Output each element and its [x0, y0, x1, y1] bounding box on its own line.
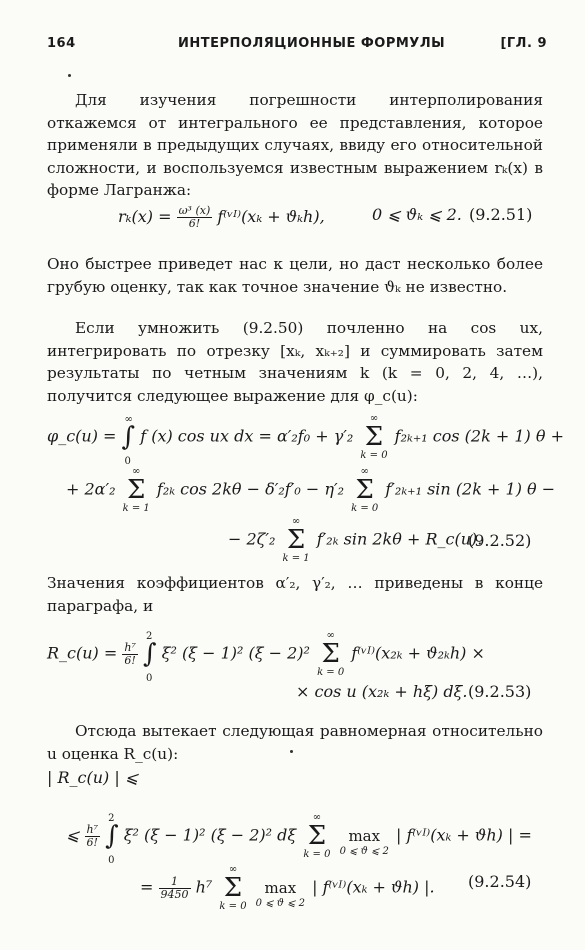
sum-lower: k = 1 [122, 503, 150, 514]
sum-upper: ∞ [326, 630, 335, 641]
eq52-line-2 [66, 466, 555, 514]
sum-upper: ∞ [291, 516, 301, 527]
eq54-fraction-b [159, 876, 191, 901]
eq52-lhs: φ_c(u) = [47, 426, 117, 446]
max-cond: 0 ⩽ ϑ ⩽ 2 [255, 898, 306, 909]
eq53-l1-c: f⁽ᵛᴵ⁾(x₂ₖ + ϑ₂ₖh) × [351, 643, 485, 663]
paragraph-3 [47, 317, 543, 407]
page-number: 164 [47, 36, 76, 51]
sum-upper: ∞ [312, 812, 322, 823]
paragraph-3-text: Если умножить (9.2.50) почленно на cos ux, интегрировать по отрезку [xₖ, xₖ₊₂] и суммировать затем результаты по четным значениям k (k = 0, 2, 4, …), получится следующее выражение для φ_c(u): [47, 319, 543, 405]
int-upper: 2 [145, 631, 153, 642]
eq53-line-2: × cos u (x₂ₖ + hξ) dξ. [296, 682, 468, 701]
eq51-den: 6! [188, 217, 201, 230]
eq54-tag: (9.2.54) [468, 872, 532, 891]
paragraph-5 [47, 720, 543, 765]
sum-sign: ∞ Σ k = 0 [303, 812, 331, 860]
eq52-l1-mid: f (x) cos ux dx = α′₂f₀ + γ′₂ [140, 426, 354, 446]
sum-sign: ∞ Σ k = 0 [219, 864, 247, 912]
eq53-fraction [122, 642, 138, 667]
eq52-l3-a: − 2ζ′₂ [228, 529, 276, 549]
ink-speck [290, 750, 293, 753]
sum-lower: k = 1 [282, 553, 310, 564]
sum-upper: ∞ [369, 413, 379, 424]
running-title: ИНТЕРПОЛЯЦИОННЫЕ ФОРМУЛЫ [178, 36, 446, 51]
sum-lower: k = 0 [360, 450, 388, 461]
sum-sign: ∞ Σ k = 0 [351, 466, 379, 514]
eq54-line-1: | R_c(u) | ⩽ [47, 768, 139, 787]
eq51-num: ω³ (x) [178, 204, 211, 217]
integral-sign: ∫ 2 0 [143, 639, 157, 669]
ink-speck [68, 74, 71, 77]
eq54-l3-c: | f⁽ᵛᴵ⁾(xₖ + ϑh) |. [312, 877, 435, 897]
eq54-den-b: 9450 [160, 887, 189, 901]
eq52-line-1 [47, 413, 565, 467]
eq54-line-3 [140, 864, 435, 912]
eq54-fraction-a [85, 824, 101, 849]
eq54-l2-a: ⩽ [66, 825, 80, 845]
equation-9-2-51 [118, 205, 325, 230]
eq52-l3-b: f′₂ₖ sin 2kθ + R_c(u). [316, 529, 483, 549]
eq53-tag: (9.2.53) [468, 682, 532, 701]
eq52-tag: (9.2.52) [468, 531, 532, 550]
eq53-num: h⁷ [124, 640, 136, 654]
eq52-l2-b: f₂ₖ cos 2kθ − δ′₂f′₀ − η′₂ [156, 479, 344, 499]
int-lower: 0 [124, 456, 131, 467]
eq54-num-b: 1 [159, 876, 191, 889]
int-lower: 0 [145, 673, 153, 684]
max-operator [256, 867, 305, 909]
integral-sign: ∫ 2 0 [105, 821, 119, 851]
max-operator [340, 815, 389, 857]
sum-upper: ∞ [360, 466, 369, 477]
eq51-condition: 0 ⩽ ϑₖ ⩽ 2. [372, 205, 462, 224]
eq54-line-2 [66, 812, 532, 866]
paragraph-5-text: Отсюда вытекает следующая равномерная относительно u оценка R_c(u): [47, 722, 543, 763]
max-label: max [348, 827, 381, 845]
sum-sign: ∞ Σ k = 1 [282, 516, 310, 564]
sum-sign: ∞ Σ k = 1 [122, 466, 150, 514]
paragraph-4: Значения коэффициентов α′₂, γ′₂, … приведены в конце параграфа, и [47, 574, 543, 615]
eq54-num: h⁷ [86, 822, 98, 836]
eq53-lhs: R_c(u) = [47, 643, 118, 663]
eq53-line-1 [47, 630, 485, 684]
max-label: max [264, 879, 297, 897]
paragraph-1-text: Для изучения погрешности интерполирования откажемся от интегрального ее представления, которое применяли в предыдущих случаях, ввиду его относительной сложности, и воспользуемся известным выражением rₖ(x) в форме Лагранжа: [47, 91, 543, 199]
sum-sign: ∞ Σ k = 0 [360, 413, 388, 461]
sum-lower: k = 0 [351, 503, 379, 514]
paragraph-1 [47, 89, 543, 202]
eq54-l2-b: ξ² (ξ − 1)² (ξ − 2)² dξ [123, 825, 297, 845]
eq52-l2-c: f′₂ₖ₊₁ sin (2k + 1) θ − [385, 479, 556, 499]
integral-sign: ∫ ∞ 0 [122, 422, 136, 452]
chapter-label: [ГЛ. 9 [500, 36, 547, 51]
eq51-rhs: f⁽ᵛᴵ⁾(xₖ + ϑₖh), [217, 207, 325, 226]
eq51-lhs: rₖ(x) = [118, 207, 172, 226]
sum-upper: ∞ [228, 864, 238, 875]
eq53-l1-b: ξ² (ξ − 1)² (ξ − 2)² [161, 643, 310, 663]
int-upper: 2 [108, 813, 115, 824]
eq53-den: 6! [124, 653, 136, 667]
max-cond: 0 ⩽ ϑ ⩽ 2 [339, 846, 389, 857]
sum-upper: ∞ [132, 466, 141, 477]
sum-lower: k = 0 [219, 901, 247, 912]
int-lower: 0 [108, 855, 115, 866]
eq54-den: 6! [86, 835, 98, 849]
sum-lower: k = 0 [317, 667, 345, 678]
eq54-l3-b: h⁷ [195, 877, 213, 897]
eq51-fraction [177, 205, 213, 230]
eq51-tag: (9.2.51) [469, 205, 533, 224]
eq52-line-3 [228, 516, 482, 564]
sum-lower: k = 0 [303, 849, 331, 860]
eq54-l3-a: = [140, 877, 154, 897]
sum-sign: ∞ Σ k = 0 [317, 630, 345, 678]
eq52-l1-end: f₂ₖ₊₁ cos (2k + 1) θ + [394, 426, 565, 446]
int-upper: ∞ [124, 414, 133, 425]
paragraph-2: Оно быстрее приведет нас к цели, но даст несколько более грубую оценку, так как точное значение ϑₖ не известно. [47, 255, 543, 296]
eq54-l2-d: | f⁽ᵛᴵ⁾(xₖ + ϑh) | = [396, 825, 532, 845]
eq52-l2-a: + 2α′₂ [66, 479, 116, 499]
